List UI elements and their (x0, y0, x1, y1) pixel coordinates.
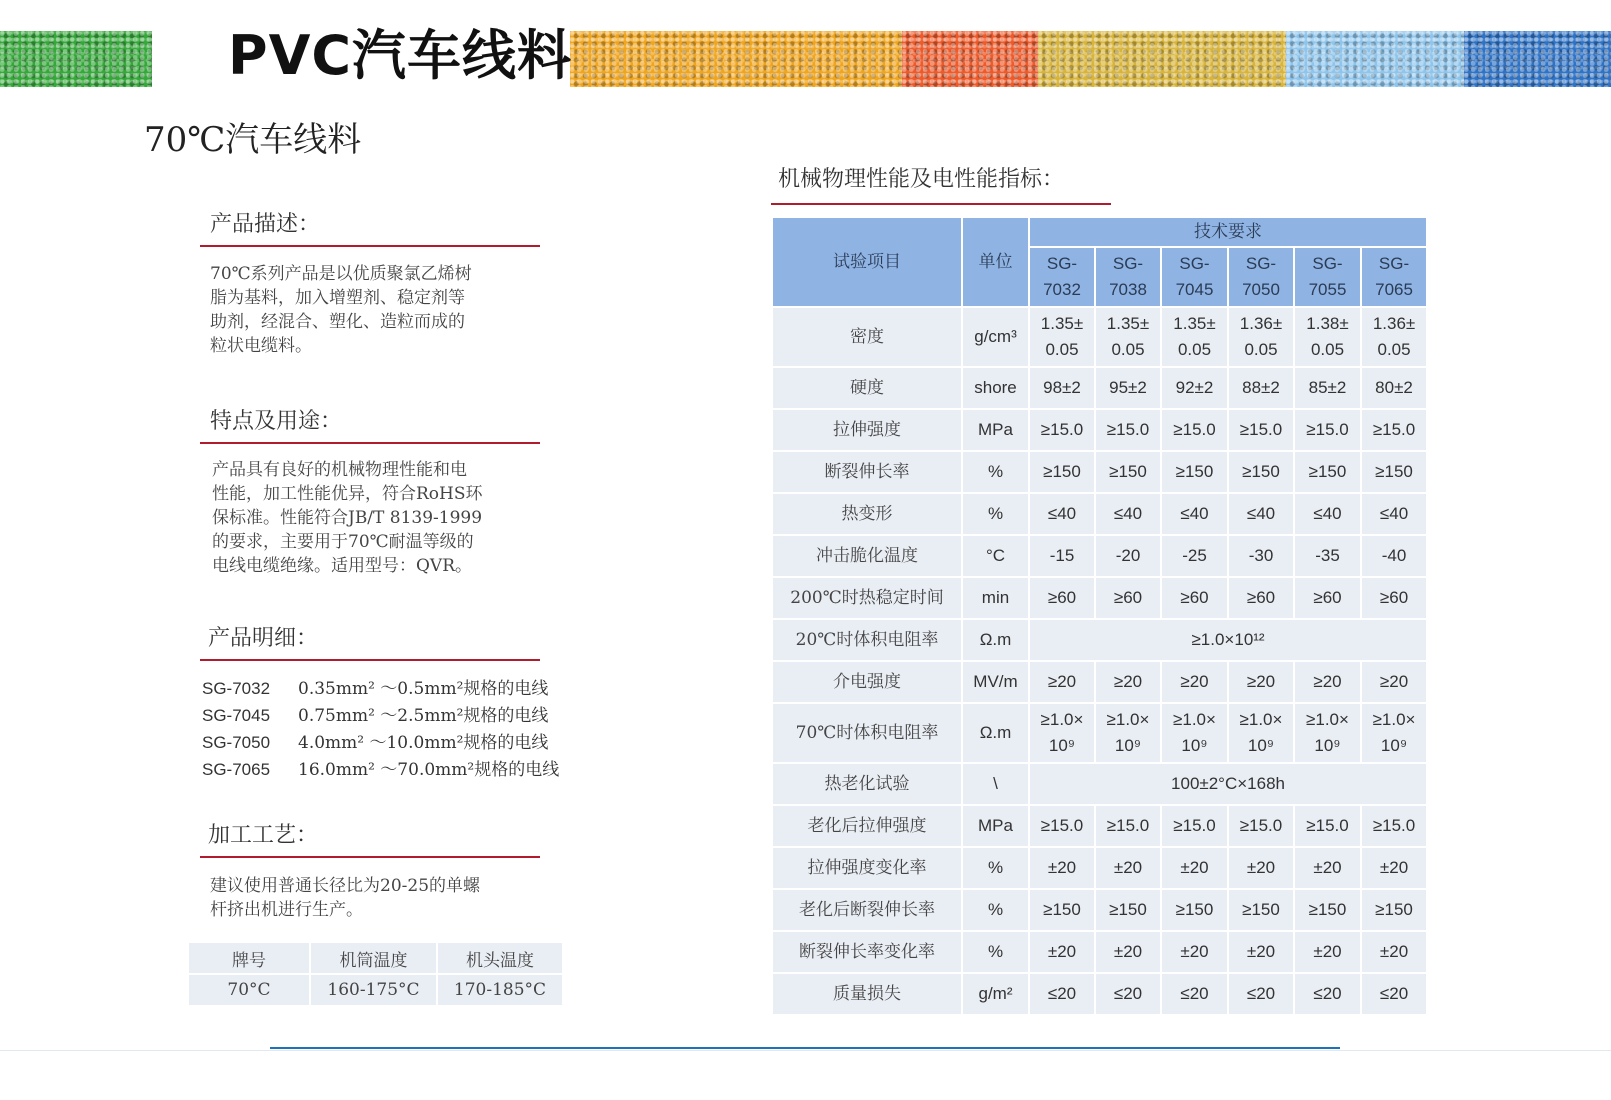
value-cell: ±20 (1095, 847, 1161, 889)
table-row (772, 805, 1427, 847)
value-cell: ≥20 (1029, 661, 1095, 703)
footer-line (0, 1050, 1611, 1051)
value-cell: ≤20 (1294, 973, 1361, 1015)
value-cell: -15 (1029, 535, 1095, 577)
unit-cell: °C (962, 535, 1029, 577)
table-row (188, 942, 563, 974)
value-cell: ≥150 (1361, 889, 1427, 931)
value-cell: ≥15.0 (1161, 805, 1228, 847)
test-item-cell: 介电强度 (772, 661, 962, 703)
unit-cell: MPa (962, 409, 1029, 451)
value-cell: -40 (1361, 535, 1427, 577)
value-cell: ≥15.0 (1228, 805, 1294, 847)
value-cell: ≥150 (1294, 889, 1361, 931)
value-cell: ≥60 (1294, 577, 1361, 619)
value-cell: ≥60 (1029, 577, 1095, 619)
value-cell: ≥15.0 (1161, 409, 1228, 451)
merged-value-cell: 100±2°C×168h (1029, 763, 1427, 805)
value-cell: ≤20 (1228, 973, 1294, 1015)
description-text (210, 262, 540, 358)
value-cell: 1.36± 0.05 (1228, 307, 1294, 367)
value-cell: ≥150 (1029, 889, 1095, 931)
unit-cell: shore (962, 367, 1029, 409)
table-header-cell: 机头温度 (437, 942, 563, 974)
header-model: SG- 7050 (1228, 247, 1294, 307)
value-cell: ≥1.0× 10⁹ (1228, 703, 1294, 763)
table-row (772, 661, 1427, 703)
process-text (210, 874, 550, 922)
table-row (772, 307, 1427, 367)
value-cell: ≤20 (1029, 973, 1095, 1015)
model-spec: 0.35mm² ～0.5mm²规格的电线 (298, 679, 549, 699)
details-rule (200, 659, 540, 661)
list-item (202, 675, 572, 702)
value-cell: 1.35± 0.05 (1161, 307, 1228, 367)
list-item (202, 702, 572, 729)
table-row (772, 619, 1427, 661)
value-cell: ≥20 (1095, 661, 1161, 703)
table-row (188, 974, 563, 1006)
details-list (202, 675, 572, 783)
table-header-cell: 机筒温度 (310, 942, 437, 974)
test-item-cell: 70℃时体积电阻率 (772, 703, 962, 763)
process-line: 杆挤出机进行生产。 (210, 900, 363, 920)
value-cell: ≥150 (1161, 451, 1228, 493)
description-line: 助剂，经混合、塑化、造粒而成的 (210, 312, 465, 332)
table-row (772, 535, 1427, 577)
table-row (772, 367, 1427, 409)
green-pellets-strip (0, 31, 152, 87)
list-item (202, 756, 572, 783)
description-heading: 产品描述： (210, 212, 321, 237)
table-row (772, 451, 1427, 493)
table-cell: 70°C (188, 974, 310, 1006)
value-cell: 1.35± 0.05 (1095, 307, 1161, 367)
features-heading: 特点及用途： (210, 409, 343, 434)
value-cell: ±20 (1029, 931, 1095, 973)
unit-cell: Ω.m (962, 703, 1029, 763)
value-cell: ≤20 (1361, 973, 1427, 1015)
value-cell: ≥20 (1228, 661, 1294, 703)
header-unit: 单位 (962, 217, 1029, 307)
value-cell: ≥150 (1361, 451, 1427, 493)
value-cell: 85±2 (1294, 367, 1361, 409)
header-model: SG- 7032 (1029, 247, 1095, 307)
banner (0, 24, 1611, 87)
yellow-pellets-strip (1038, 31, 1286, 87)
value-cell: 92±2 (1161, 367, 1228, 409)
features-line: 产品具有良好的机械物理性能和电 (212, 460, 467, 480)
value-cell: -20 (1095, 535, 1161, 577)
value-cell: ≥60 (1228, 577, 1294, 619)
process-table (187, 941, 564, 1007)
value-cell: ≥20 (1161, 661, 1228, 703)
unit-cell: g/cm³ (962, 307, 1029, 367)
value-cell: ±20 (1029, 847, 1095, 889)
value-cell: ≤40 (1095, 493, 1161, 535)
value-cell: ≤40 (1361, 493, 1427, 535)
description-line: 脂为基料，加入增塑剂、稳定剂等 (210, 288, 465, 308)
value-cell: ≤40 (1029, 493, 1095, 535)
header-model: SG- 7065 (1361, 247, 1427, 307)
value-cell: 98±2 (1029, 367, 1095, 409)
unit-cell: MPa (962, 805, 1029, 847)
value-cell: ±20 (1294, 847, 1361, 889)
model-spec: 4.0mm² ～10.0mm²规格的电线 (298, 733, 549, 753)
value-cell: ≥150 (1228, 451, 1294, 493)
value-cell: ≥15.0 (1294, 409, 1361, 451)
page-title: 70℃汽车线料 (144, 120, 362, 160)
value-cell: 1.35± 0.05 (1029, 307, 1095, 367)
value-cell: ≥150 (1228, 889, 1294, 931)
unit-cell: % (962, 889, 1029, 931)
header-test-item: 试验项目 (772, 217, 962, 307)
value-cell: ±20 (1095, 931, 1161, 973)
features-line: 电线电缆绝缘。适用型号：QVR。 (212, 556, 473, 576)
value-cell: ≤40 (1294, 493, 1361, 535)
value-cell: ≥1.0× 10⁹ (1029, 703, 1095, 763)
value-cell: ±20 (1161, 847, 1228, 889)
table-row (772, 931, 1427, 973)
details-heading: 产品明细： (208, 626, 319, 651)
unit-cell: % (962, 451, 1029, 493)
test-item-cell: 热老化试验 (772, 763, 962, 805)
description-line: 70℃系列产品是以优质聚氯乙烯树 (210, 264, 472, 284)
test-item-cell: 冲击脆化温度 (772, 535, 962, 577)
spec-rule (771, 203, 1111, 205)
features-rule (200, 442, 540, 444)
features-text (212, 458, 552, 578)
unit-cell: \ (962, 763, 1029, 805)
value-cell: ≤20 (1095, 973, 1161, 1015)
value-cell: ±20 (1294, 931, 1361, 973)
value-cell: 80±2 (1361, 367, 1427, 409)
test-item-cell: 20℃时体积电阻率 (772, 619, 962, 661)
value-cell: ≥1.0× 10⁹ (1294, 703, 1361, 763)
value-cell: -25 (1161, 535, 1228, 577)
process-rule (200, 856, 540, 858)
value-cell: ≤20 (1161, 973, 1228, 1015)
value-cell: ≥150 (1029, 451, 1095, 493)
model-spec: 0.75mm² ～2.5mm²规格的电线 (298, 706, 549, 726)
test-item-cell: 拉伸强度变化率 (772, 847, 962, 889)
table-row (772, 847, 1427, 889)
red-pellets-strip (902, 31, 1038, 87)
value-cell: 1.38± 0.05 (1294, 307, 1361, 367)
process-heading: 加工工艺： (208, 823, 319, 848)
test-item-cell: 硬度 (772, 367, 962, 409)
table-row (772, 703, 1427, 763)
value-cell: ≥150 (1095, 451, 1161, 493)
table-cell: 160-175°C (310, 974, 437, 1006)
unit-cell: MV/m (962, 661, 1029, 703)
value-cell: ≥1.0× 10⁹ (1361, 703, 1427, 763)
table-row (772, 409, 1427, 451)
value-cell: ≥60 (1161, 577, 1228, 619)
header-model: SG- 7045 (1161, 247, 1228, 307)
description-line: 粒状电缆料。 (210, 336, 312, 356)
table-row (772, 577, 1427, 619)
features-line: 的要求，主要用于70℃耐温等级的 (212, 532, 474, 552)
test-item-cell: 断裂伸长率变化率 (772, 931, 962, 973)
header-requirements: 技术要求 (1029, 217, 1427, 247)
value-cell: ≥20 (1361, 661, 1427, 703)
value-cell: ≥150 (1161, 889, 1228, 931)
blue-pellets-strip (1464, 31, 1611, 87)
value-cell: ≥20 (1294, 661, 1361, 703)
value-cell: ≥150 (1294, 451, 1361, 493)
value-cell: ≥1.0× 10⁹ (1095, 703, 1161, 763)
table-row (772, 763, 1427, 805)
value-cell: 95±2 (1095, 367, 1161, 409)
spec-table (771, 216, 1428, 1016)
value-cell: ≥15.0 (1294, 805, 1361, 847)
table-header-row (772, 217, 1427, 247)
spec-heading: 机械物理性能及电性能指标： (778, 167, 1065, 192)
features-line: 性能，加工性能优异，符合RoHS环 (212, 484, 483, 504)
value-cell: ≥150 (1095, 889, 1161, 931)
value-cell: -30 (1228, 535, 1294, 577)
value-cell: ±20 (1161, 931, 1228, 973)
description-rule (200, 245, 540, 247)
banner-title: PVC汽车线料 (228, 24, 572, 87)
unit-cell: Ω.m (962, 619, 1029, 661)
table-row (772, 493, 1427, 535)
value-cell: ≥15.0 (1029, 805, 1095, 847)
value-cell: ≥60 (1361, 577, 1427, 619)
table-header-cell: 牌号 (188, 942, 310, 974)
model-code: SG-7045 (202, 706, 271, 725)
header-model: SG- 7038 (1095, 247, 1161, 307)
unit-cell: % (962, 493, 1029, 535)
footer-rule (270, 1047, 1340, 1049)
test-item-cell: 拉伸强度 (772, 409, 962, 451)
value-cell: ≥15.0 (1361, 805, 1427, 847)
value-cell: ±20 (1361, 931, 1427, 973)
unit-cell: % (962, 847, 1029, 889)
process-line: 建议使用普通长径比为20-25的单螺 (210, 876, 481, 896)
value-cell: ≥15.0 (1029, 409, 1095, 451)
value-cell: ≥15.0 (1228, 409, 1294, 451)
header-model: SG- 7055 (1294, 247, 1361, 307)
table-cell: 170-185°C (437, 974, 563, 1006)
value-cell: 88±2 (1228, 367, 1294, 409)
model-code: SG-7050 (202, 733, 271, 752)
value-cell: ≥1.0× 10⁹ (1161, 703, 1228, 763)
model-code: SG-7065 (202, 760, 271, 779)
unit-cell: min (962, 577, 1029, 619)
model-code: SG-7032 (202, 679, 271, 698)
value-cell: ≥15.0 (1095, 805, 1161, 847)
test-item-cell: 200℃时热稳定时间 (772, 577, 962, 619)
value-cell: ±20 (1228, 931, 1294, 973)
orange-pellets-strip (570, 31, 902, 87)
unit-cell: g/m² (962, 973, 1029, 1015)
test-item-cell: 热变形 (772, 493, 962, 535)
test-item-cell: 老化后断裂伸长率 (772, 889, 962, 931)
value-cell: -35 (1294, 535, 1361, 577)
unit-cell: % (962, 931, 1029, 973)
value-cell: 1.36± 0.05 (1361, 307, 1427, 367)
value-cell: ≥15.0 (1095, 409, 1161, 451)
table-row (772, 889, 1427, 931)
merged-value-cell: ≥1.0×10¹² (1029, 619, 1427, 661)
value-cell: ≥60 (1095, 577, 1161, 619)
value-cell: ±20 (1228, 847, 1294, 889)
value-cell: ±20 (1361, 847, 1427, 889)
test-item-cell: 质量损失 (772, 973, 962, 1015)
features-line: 保标准。性能符合JB/T 8139-1999 (212, 508, 483, 528)
test-item-cell: 断裂伸长率 (772, 451, 962, 493)
value-cell: ≥15.0 (1361, 409, 1427, 451)
value-cell: ≤40 (1228, 493, 1294, 535)
test-item-cell: 老化后拉伸强度 (772, 805, 962, 847)
table-row (772, 973, 1427, 1015)
model-spec: 16.0mm² ～70.0mm²规格的电线 (298, 760, 560, 780)
value-cell: ≤40 (1161, 493, 1228, 535)
test-item-cell: 密度 (772, 307, 962, 367)
list-item (202, 729, 572, 756)
light-blue-pellets-strip (1286, 31, 1464, 87)
